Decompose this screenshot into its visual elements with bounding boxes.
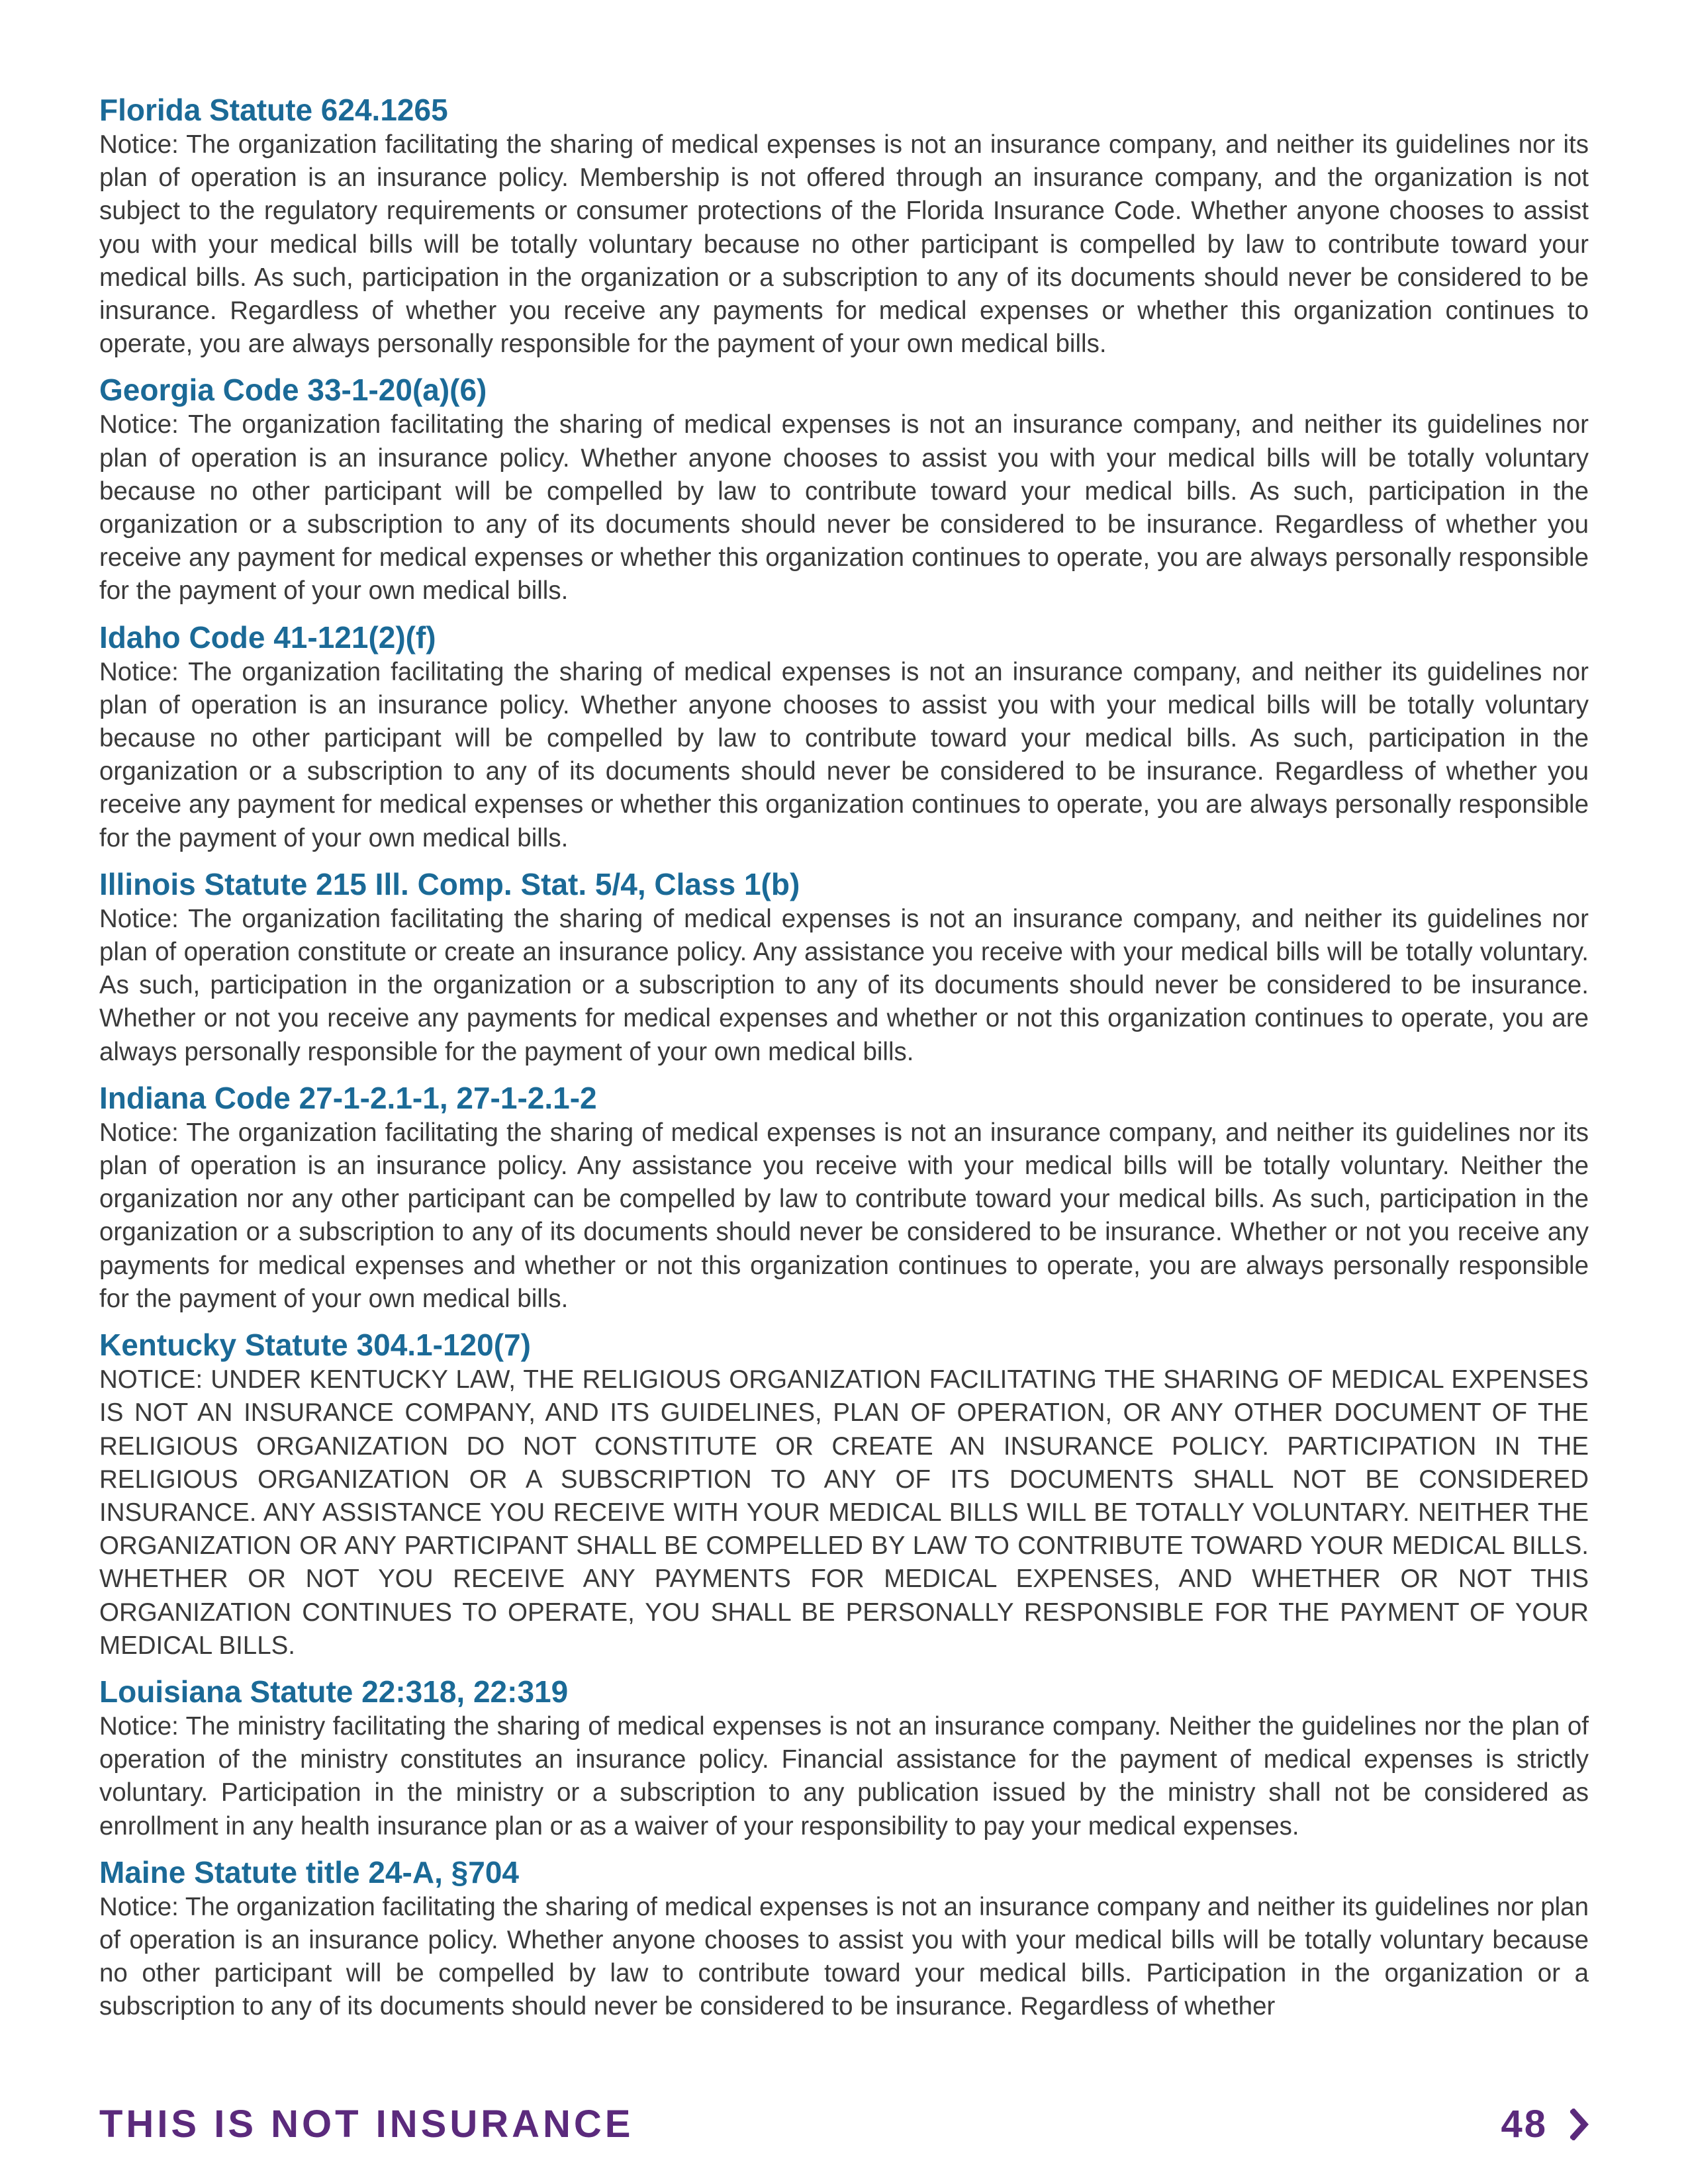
statute-section-indiana xyxy=(99,1079,1589,1316)
section-heading: Maine Statute title 24-A, §704 xyxy=(99,1854,519,1889)
chevron-right-icon[interactable] xyxy=(1570,2109,1589,2140)
page-navigation xyxy=(1501,2101,1589,2148)
statute-section-illinois xyxy=(99,866,1589,1069)
statute-section-florida xyxy=(99,91,1589,361)
statute-section-idaho xyxy=(99,619,1589,855)
section-notice-text: Notice: The organization facilitating the sharing of medical expenses is not an insurance company, and neither its guidelines nor plan of operation is an insurance policy. Whether anyone chooses to assist you with your medical bills will be totally voluntary because no other participant will be compelled by law to contribute toward your medical bills. As such, participation in the organization or a subscription to any of its documents should never be considered to be insurance. Regardless of whether you receive any payment for medical expenses or whether this organization continues to operate, you are always personally responsible for the payment of your own medical bills. xyxy=(99,410,1589,606)
section-notice-text: Notice: The organization facilitating the sharing of medical expenses is not an insurance company, and neither its guidelines nor plan of operation is an insurance policy. Whether anyone chooses to assist you with your medical bills will be totally voluntary because no other participant will be compelled by law to contribute toward your medical bills. As such, participation in the organization or a subscription to any of its documents should never be considered to be insurance. Regardless of whether you receive any payment for medical expenses or whether this organization continues to operate, you are always personally responsible for the payment of your own medical bills. xyxy=(99,657,1589,852)
section-heading: Florida Statute 624.1265 xyxy=(99,93,448,127)
section-notice-text: Notice: The ministry facilitating the sharing of medical expenses is not an insurance company. Neither the guidelines nor the plan of operation of the ministry constitutes an insurance policy. Financial assistance for the payment of medical expenses is strictly voluntary. Participation in the ministry or a subscription to any publication issued by the ministry shall not be considered as enrollment in any health insurance plan or as a waiver of your responsibility to pay your medical expenses. xyxy=(99,1711,1589,1841)
statute-section-kentucky xyxy=(99,1326,1589,1662)
statute-section-louisiana xyxy=(99,1673,1589,1843)
section-heading: Georgia Code 33-1-20(a)(6) xyxy=(99,373,487,408)
page-content xyxy=(99,91,1589,2034)
section-heading: Kentucky Statute 304.1-120(7) xyxy=(99,1328,531,1363)
section-heading: Illinois Statute 215 Ill. Comp. Stat. 5/4, Class 1(b) xyxy=(99,866,800,901)
statute-section-maine xyxy=(99,1854,1589,2024)
statute-section-georgia xyxy=(99,371,1589,608)
section-notice-text: Notice: The organization facilitating the sharing of medical expenses is not an insurance company, and neither its guidelines nor its plan of operation is an insurance policy. Any assistance you receive with your medical bills will be totally voluntary. Neither the organization nor any other participant can be compelled by law to contribute toward your medical bills. As such, participation in the organization or a subscription to any of its documents should never be considered to be insurance. Whether or not you receive any payments for medical expenses and whether or not this organization continues to operate, you are always personally responsible for the payment of your own medical bills. xyxy=(99,1118,1589,1313)
footer-title: THIS IS NOT INSURANCE xyxy=(99,2103,634,2146)
section-heading: Indiana Code 27-1-2.1-1, 27-1-2.1-2 xyxy=(99,1080,597,1115)
section-notice-text: Notice: The organization facilitating the sharing of medical expenses is not an insurance company, and neither its guidelines nor plan of operation constitute or create an insurance policy. Any assistance you receive with your medical bills will be totally voluntary. As such, participation in the organization or a subscription to any of its documents should never be considered to be insurance. Whether or not you receive any payments for medical expenses and whether or not this organization continues to operate, you are always personally responsible for the payment of your own medical bills. xyxy=(99,904,1589,1066)
section-notice-text: NOTICE: UNDER KENTUCKY LAW, THE RELIGIOUS ORGANIZATION FACILITATING THE SHARING OF MEDICAL EXPENSES IS NOT AN INSURANCE COMPANY, AND ITS GUIDELINES, PLAN OF OPERATION, OR ANY OTHER DOCUMENT OF THE RELIGIOUS ORGANIZATION DO NOT CONSTITUTE OR CREATE AN INSURANCE POLICY. PARTICIPATION IN THE RELIGIOUS ORGANIZATION OR A SUBSCRIPTION TO ANY OF ITS DOCUMENTS SHALL NOT BE CONSIDERED INSURANCE. ANY ASSISTANCE YOU RECEIVE WITH YOUR MEDICAL BILLS WILL BE TOTALLY VOLUNTARY. NEITHER THE ORGANIZATION OR ANY PARTICIPANT SHALL BE COMPELLED BY LAW TO CONTRIBUTE TOWARD YOUR MEDICAL BILLS. WHETHER OR NOT YOU RECEIVE ANY PAYMENTS FOR MEDICAL EXPENSES, AND WHETHER OR NOT THIS ORGANIZATION CONTINUES TO OPERATE, YOU SHALL BE PERSONALLY RESPONSIBLE FOR THE PAYMENT OF YOUR MEDICAL BILLS. xyxy=(99,1365,1589,1660)
section-heading: Louisiana Statute 22:318, 22:319 xyxy=(99,1674,569,1709)
section-heading: Idaho Code 41-121(2)(f) xyxy=(99,619,436,655)
page-number: 48 xyxy=(1501,2103,1548,2146)
section-notice-text: Notice: The organization facilitating the sharing of medical expenses is not an insurance company, and neither its guidelines nor its plan of operation is an insurance policy. Membership is not offered through an insurance company, and the organization is not subject to the regulatory requirements or consumer protections of the Florida Insurance Code. Whether anyone chooses to assist you with your medical bills will be totally voluntary because no other participant is compelled by law to contribute toward your medical bills. As such, participation in the organization or a subscription to any of its documents should never be considered to be insurance. Regardless of whether you receive any payments for medical expenses or whether this organization continues to operate, you are always personally responsible for the payment of your own medical bills. xyxy=(99,130,1589,359)
section-notice-text: Notice: The organization facilitating the sharing of medical expenses is not an insurance company and neither its guidelines nor plan of operation is an insurance policy. Whether anyone chooses to assist you with your medical bills will be totally voluntary because no other participant will be compelled by law to contribute toward your medical bills. Participation in the organization or a subscription to any of its documents should never be considered to be insurance. Regardless of whether xyxy=(99,1892,1589,2021)
page-footer xyxy=(99,2101,1589,2148)
